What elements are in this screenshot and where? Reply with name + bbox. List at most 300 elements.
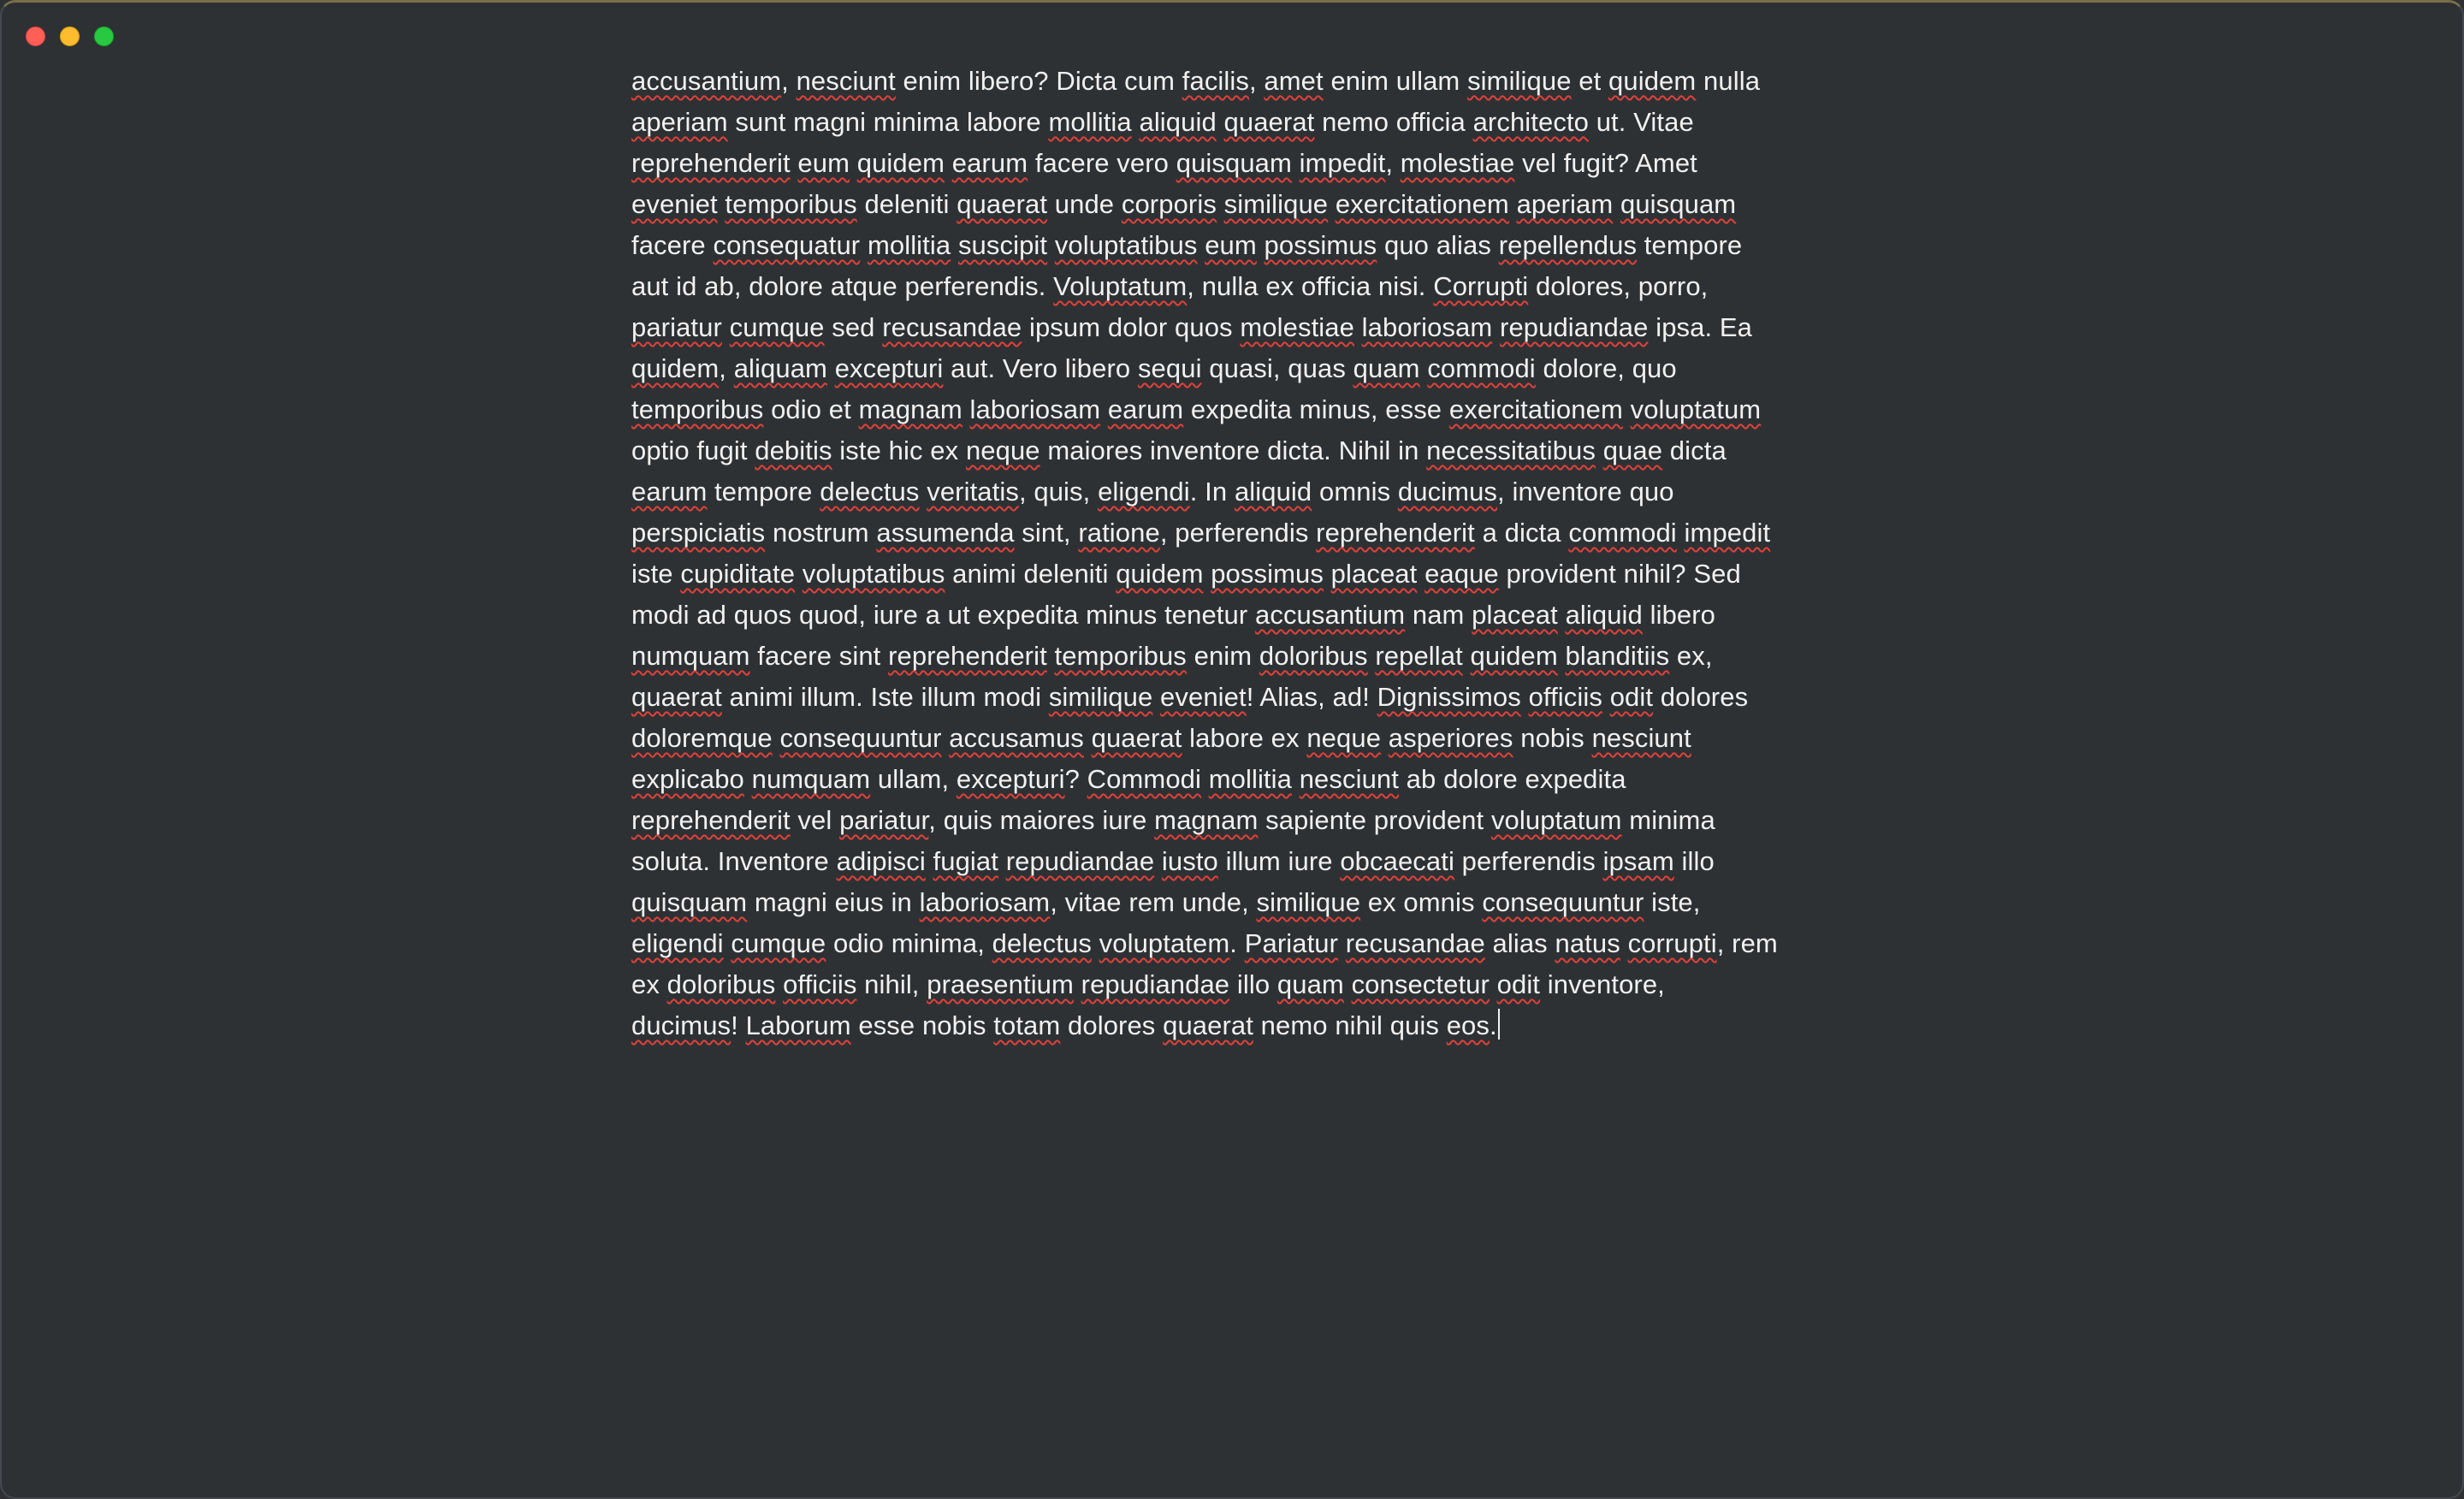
text-run: iste, [1644,887,1701,917]
misspelled-word: eos [1446,1010,1490,1040]
misspelled-word: corporis [1121,189,1217,219]
misspelled-word: eligendi [1098,477,1190,507]
misspelled-word: iusto [1161,846,1218,876]
misspelled-word: reprehenderit [631,148,791,178]
text-line [631,471,1838,513]
text-run [1509,189,1517,219]
text-line [631,554,1838,595]
misspelled-word: blanditiis [1565,641,1670,671]
text-line [631,882,1838,923]
text-run: provident nihil? Sed [1498,559,1741,589]
text-run: esse nobis [850,1010,994,1040]
misspelled-word: veritatis [927,477,1019,507]
text-line [631,389,1838,430]
misspelled-word: commodi [1568,518,1677,548]
text-run [1047,641,1055,671]
text-run: . In [1189,477,1235,507]
misspelled-word: reprehenderit [888,641,1047,671]
text-run: nobis [1513,723,1592,753]
misspelled-word: odit [1609,682,1654,712]
text-run [942,723,950,753]
misspelled-word: quisquam [631,887,748,917]
misspelled-word: Commodi [1087,764,1201,794]
misspelled-word: repudiandae [1500,312,1649,342]
misspelled-word: repellat [1375,641,1463,671]
text-run: inventore, [1540,969,1665,999]
text-run [998,846,1006,876]
misspelled-word: voluptatibus [1054,230,1198,260]
text-cursor [1498,1009,1500,1040]
misspelled-word: molestiae [1240,312,1354,342]
misspelled-word: ducimus [1397,477,1498,507]
text-line [631,307,1838,348]
text-run [1217,107,1224,137]
misspelled-word: quam [1276,969,1344,999]
text-run: quasi, quas [1201,353,1353,383]
misspelled-word: aperiam [631,107,728,137]
misspelled-word: repudiandae [1005,846,1155,876]
text-run [860,230,868,260]
text-run: enim ullam [1323,66,1468,96]
misspelled-word: doloribus [666,969,776,999]
misspelled-word: quisquam [1176,148,1292,178]
text-run [1620,928,1628,958]
text-line [631,677,1838,718]
text-run: perferendis [1454,846,1603,876]
text-line [631,102,1838,143]
text-run: tempore [1637,230,1743,260]
text-run: facere [631,230,714,260]
text-run: enim [1186,641,1259,671]
text-run: , rem [1716,928,1778,958]
misspelled-word: quidem [1608,66,1697,96]
text-run [1292,764,1300,794]
close-window-button[interactable] [26,27,45,46]
text-run: soluta. Inventore [631,846,837,876]
misspelled-word: quaerat [957,189,1048,219]
text-run [951,230,958,260]
text-run [827,353,835,383]
text-run: odio et [763,394,859,424]
misspelled-word: corrupti [1627,928,1717,958]
misspelled-word: aliquid [1565,600,1643,630]
text-run [1677,518,1685,548]
text-run: sed [824,312,883,342]
text-run: , perferendis [1159,518,1317,548]
misspelled-word: voluptatum [1630,394,1762,424]
misspelled-word: totam [993,1010,1061,1040]
text-line [631,184,1838,225]
text-run: facere vero [1028,148,1176,178]
misspelled-word: accusantium [631,66,782,96]
text-run: ipsum dolor quos [1022,312,1241,342]
misspelled-word: cumque [729,312,825,342]
misspelled-word: natus [1555,928,1620,958]
text-run: ? [1064,764,1087,794]
text-run: tempore [707,477,820,507]
text-run: deleniti [856,189,957,219]
misspelled-word: earum [631,477,708,507]
text-run: a dicta [1474,518,1569,548]
text-run: odio minima, [826,928,992,958]
text-line [631,964,1838,1005]
misspelled-word: laboriosam [1361,312,1493,342]
text-run: , [1385,148,1401,178]
misspelled-word: Corrupti [1433,271,1529,301]
misspelled-word: quidem [856,148,945,178]
text-run [1084,723,1092,753]
misspelled-word: excepturi [834,353,944,383]
text-run: ab dolore expedita [1398,764,1626,794]
misspelled-word: perspiciatis [631,518,766,548]
misspelled-word: nesciunt [796,66,896,96]
misspelled-word: eligendi [631,928,724,958]
misspelled-word: laboriosam [919,887,1051,917]
misspelled-word: asperiores [1388,723,1513,753]
text-run: ut. Vitae [1589,107,1694,137]
misspelled-word: quaerat [1163,1010,1253,1040]
text-run: dolores [1060,1010,1164,1040]
misspelled-word: doloremque [631,723,773,753]
misspelled-word: necessitatibus [1426,435,1596,465]
misspelled-word: consequuntur [1482,887,1644,917]
text-run: alias [1484,928,1555,958]
text-run [1492,312,1500,342]
text-run [1602,682,1610,712]
text-line [631,143,1838,184]
text-run [795,559,803,589]
text-run: ex, [1669,641,1713,671]
misspelled-word: eum [797,148,850,178]
misspelled-word: pariatur [839,805,929,835]
misspelled-word: Voluptatum [1053,271,1188,301]
text-run [1623,394,1631,424]
misspelled-word: obcaecati [1340,846,1454,876]
misspelled-word: quisquam [1620,189,1737,219]
text-run: optio fugit [631,435,755,465]
misspelled-word: cumque [731,928,826,958]
misspelled-word: neque [1306,723,1382,753]
text-run: animi deleniti [945,559,1116,589]
text-run: modi ad quos quod, iure a ut expedita minus tenetur [631,600,1255,630]
misspelled-word: consequatur [713,230,861,260]
text-run [1344,969,1352,999]
text-run: , [719,353,734,383]
misspelled-word: repudiandae [1081,969,1230,999]
text-run: illo [1229,969,1277,999]
misspelled-word: similique [1467,66,1572,96]
text-line [631,800,1838,841]
text-run [1558,641,1566,671]
misspelled-word: similique [1223,189,1329,219]
misspelled-word: officiis [1528,682,1602,712]
text-run: sint, [1014,518,1079,548]
misspelled-word: ducimus [631,1010,732,1040]
misspelled-word: exercitationem [1448,394,1623,424]
text-run: nostrum [765,518,877,548]
text-run: , quis, [1018,477,1099,507]
text-run: nihil, [856,969,927,999]
text-line [631,266,1838,307]
misspelled-word: ratione [1078,518,1160,548]
misspelled-word: suscipit [957,230,1048,260]
text-run: dicta [1662,435,1727,465]
misspelled-word: quaerat [631,682,722,712]
misspelled-word: excepturi [956,764,1065,794]
misspelled-word: quaerat [1223,107,1315,137]
misspelled-word: pariatur [631,312,722,342]
text-run [1596,435,1603,465]
window-controls [26,27,114,46]
misspelled-word: quam [1353,353,1420,383]
misspelled-word: accusamus [949,723,1084,753]
misspelled-word: adipisci [836,846,926,876]
text-run: facere sint [749,641,889,671]
text-run: omnis [1312,477,1398,507]
misspelled-word: impedit [1299,148,1386,178]
misspelled-word: temporibus [725,189,857,219]
text-line [631,513,1838,554]
misspelled-word: quae [1602,435,1663,465]
text-run: ex omnis [1360,887,1483,917]
misspelled-word: consectetur [1351,969,1490,999]
misspelled-word: Pariatur [1244,928,1339,958]
misspelled-word: aliquid [1234,477,1312,507]
misspelled-word: Laborum [745,1010,851,1040]
text-line [631,225,1838,266]
misspelled-word: numquam [751,764,871,794]
text-editor-area[interactable] [631,61,1838,1046]
misspelled-word: fugiat [933,846,998,876]
text-run: , vitae rem unde, [1050,887,1257,917]
text-run: . [1229,928,1245,958]
text-run: dolores [1653,682,1749,712]
misspelled-word: doloribus [1259,641,1368,671]
misspelled-word: quidem [1470,641,1558,671]
text-run [1047,230,1055,260]
text-run [1152,682,1160,712]
text-run: ullam, [870,764,957,794]
text-line [631,636,1838,677]
misspelled-word: cupiditate [680,559,796,589]
text-run [1324,559,1331,589]
text-run [1154,846,1162,876]
minimize-window-button[interactable] [60,27,80,46]
text-run: aut id ab, dolore atque perferendis. [631,271,1054,301]
text-run: , [1248,66,1265,96]
text-line [631,595,1838,636]
misspelled-word: quaerat [1091,723,1182,753]
misspelled-word: temporibus [631,394,764,424]
misspelled-word: eveniet [631,189,718,219]
text-run: labore ex [1182,723,1307,753]
text-run: nemo nihil quis [1253,1010,1447,1040]
misspelled-word: eaque [1424,559,1499,589]
text-run: illo [1673,846,1715,876]
misspelled-word: impedit [1684,518,1771,548]
text-run [775,969,783,999]
text-run [1217,189,1224,219]
text-run [1354,312,1362,342]
text-run: sunt magni minima labore [727,107,1049,137]
text-run [744,764,752,794]
text-run: illum iure [1217,846,1341,876]
misspelled-word: aliquam [733,353,827,383]
misspelled-word: exercitationem [1335,189,1509,219]
text-run: libero [1642,600,1716,630]
text-run: , inventore quo [1497,477,1674,507]
misspelled-word: assumenda [876,518,1015,548]
misspelled-word: recusandae [1345,928,1485,958]
misspelled-word: numquam [631,641,750,671]
misspelled-word: Dignissimos [1377,682,1521,712]
misspelled-word: delectus [992,928,1092,958]
misspelled-word: delectus [820,477,920,507]
misspelled-word: possimus [1211,559,1324,589]
text-run [1381,723,1389,753]
text-run [1074,969,1081,999]
misspelled-word: earum [951,148,1028,178]
misspelled-word: architecto [1472,107,1589,137]
text-run [920,477,927,507]
text-run: , quis maiores iure [928,805,1155,835]
text-run [962,394,970,424]
text-run [945,148,952,178]
misspelled-word: recusandae [882,312,1022,342]
misspelled-word: eum [1205,230,1257,260]
misspelled-word: neque [965,435,1040,465]
misspelled-word: voluptatibus [802,559,945,589]
text-run: ! Alias, ad! [1246,682,1377,712]
text-run: nulla [1696,66,1761,96]
misspelled-word: similique [1256,887,1361,917]
text-line [631,923,1838,964]
misspelled-word: quidem [1116,559,1204,589]
text-line [631,718,1838,759]
misspelled-word: magnam [858,394,962,424]
text-run: aut. Vero libero [943,353,1138,383]
misspelled-word: officiis [783,969,857,999]
misspelled-word: placeat [1330,559,1418,589]
text-run: , nulla ex officia nisi. [1187,271,1434,301]
text-line [631,61,1838,102]
text-run: vel fugit? Amet [1514,148,1697,178]
text-run [1201,764,1209,794]
misspelled-word: molestiae [1400,148,1515,178]
text-run: quo alias [1377,230,1499,260]
misspelled-word: possimus [1264,230,1377,260]
text-run: iste [631,559,681,589]
text-run: ! [731,1010,746,1040]
text-line [631,348,1838,389]
text-run [1463,641,1471,671]
text-run: animi illum. Iste illum modi [721,682,1049,712]
text-run: magni eius in [747,887,920,917]
text-run [1257,230,1265,260]
text-run [1197,230,1205,260]
text-run: dolore, quo [1535,353,1677,383]
misspelled-word: similique [1048,682,1153,712]
misspelled-word: sequi [1137,353,1202,383]
text-run [1100,394,1108,424]
misspelled-word: mollitia [1048,107,1132,137]
text-run [1204,559,1211,589]
maximize-window-button[interactable] [94,27,114,46]
text-run: nam [1405,600,1472,630]
misspelled-word: nesciunt [1591,723,1691,753]
text-run [1292,148,1300,178]
text-run [1558,600,1566,630]
misspelled-word: odit [1496,969,1541,999]
misspelled-word: voluptatem [1099,928,1230,958]
text-run [1490,969,1497,999]
text-run: ipsa. Ea [1648,312,1753,342]
misspelled-word: debitis [755,435,832,465]
misspelled-word: praesentium [927,969,1074,999]
misspelled-word: voluptatum [1490,805,1622,835]
misspelled-word: facilis [1182,66,1249,96]
misspelled-word: reprehenderit [631,805,791,835]
misspelled-word: amet [1264,66,1324,96]
text-line [631,759,1838,800]
text-line [631,430,1838,471]
text-run [1613,189,1620,219]
misspelled-word: consequuntur [779,723,942,753]
text-run [722,312,730,342]
text-run: expedita minus, esse [1183,394,1449,424]
misspelled-word: accusantium [1255,600,1406,630]
misspelled-word: magnam [1154,805,1259,835]
misspelled-word: temporibus [1054,641,1187,671]
text-run [1338,928,1346,958]
misspelled-word: eveniet [1160,682,1247,712]
text-run [1092,928,1099,958]
text-run [926,846,933,876]
text-run: enim libero? Dicta cum [895,66,1182,96]
text-run: dolores, porro, [1528,271,1709,301]
misspelled-word: quidem [631,353,720,383]
text-run: unde [1047,189,1122,219]
misspelled-word: laboriosam [969,394,1101,424]
text-run [850,148,857,178]
misspelled-word: reprehenderit [1316,518,1475,548]
text-run: sapiente provident [1258,805,1491,835]
misspelled-word: placeat [1472,600,1558,630]
text-run [1328,189,1336,219]
text-run: , [781,66,797,96]
misspelled-word: ipsam [1602,846,1674,876]
text-run: et [1571,66,1609,96]
text-line [631,1005,1838,1046]
text-run: ex [631,969,667,999]
misspelled-word: explicabo [631,764,744,794]
text-run [1417,559,1424,589]
text-run: maiores inventore dicta. Nihil in [1040,435,1427,465]
text-run: vel [790,805,840,835]
misspelled-word: aliquid [1139,107,1217,137]
misspelled-word: mollitia [867,230,951,260]
text-run: iste hic ex [832,435,966,465]
misspelled-word: earum [1107,394,1184,424]
text-run: . [1489,1010,1497,1040]
misspelled-word: repellendus [1498,230,1638,260]
misspelled-word: aperiam [1516,189,1614,219]
misspelled-word: nesciunt [1299,764,1399,794]
misspelled-word: mollitia [1208,764,1292,794]
misspelled-word: commodi [1427,353,1536,383]
text-run [1521,682,1529,712]
text-line [631,841,1838,882]
